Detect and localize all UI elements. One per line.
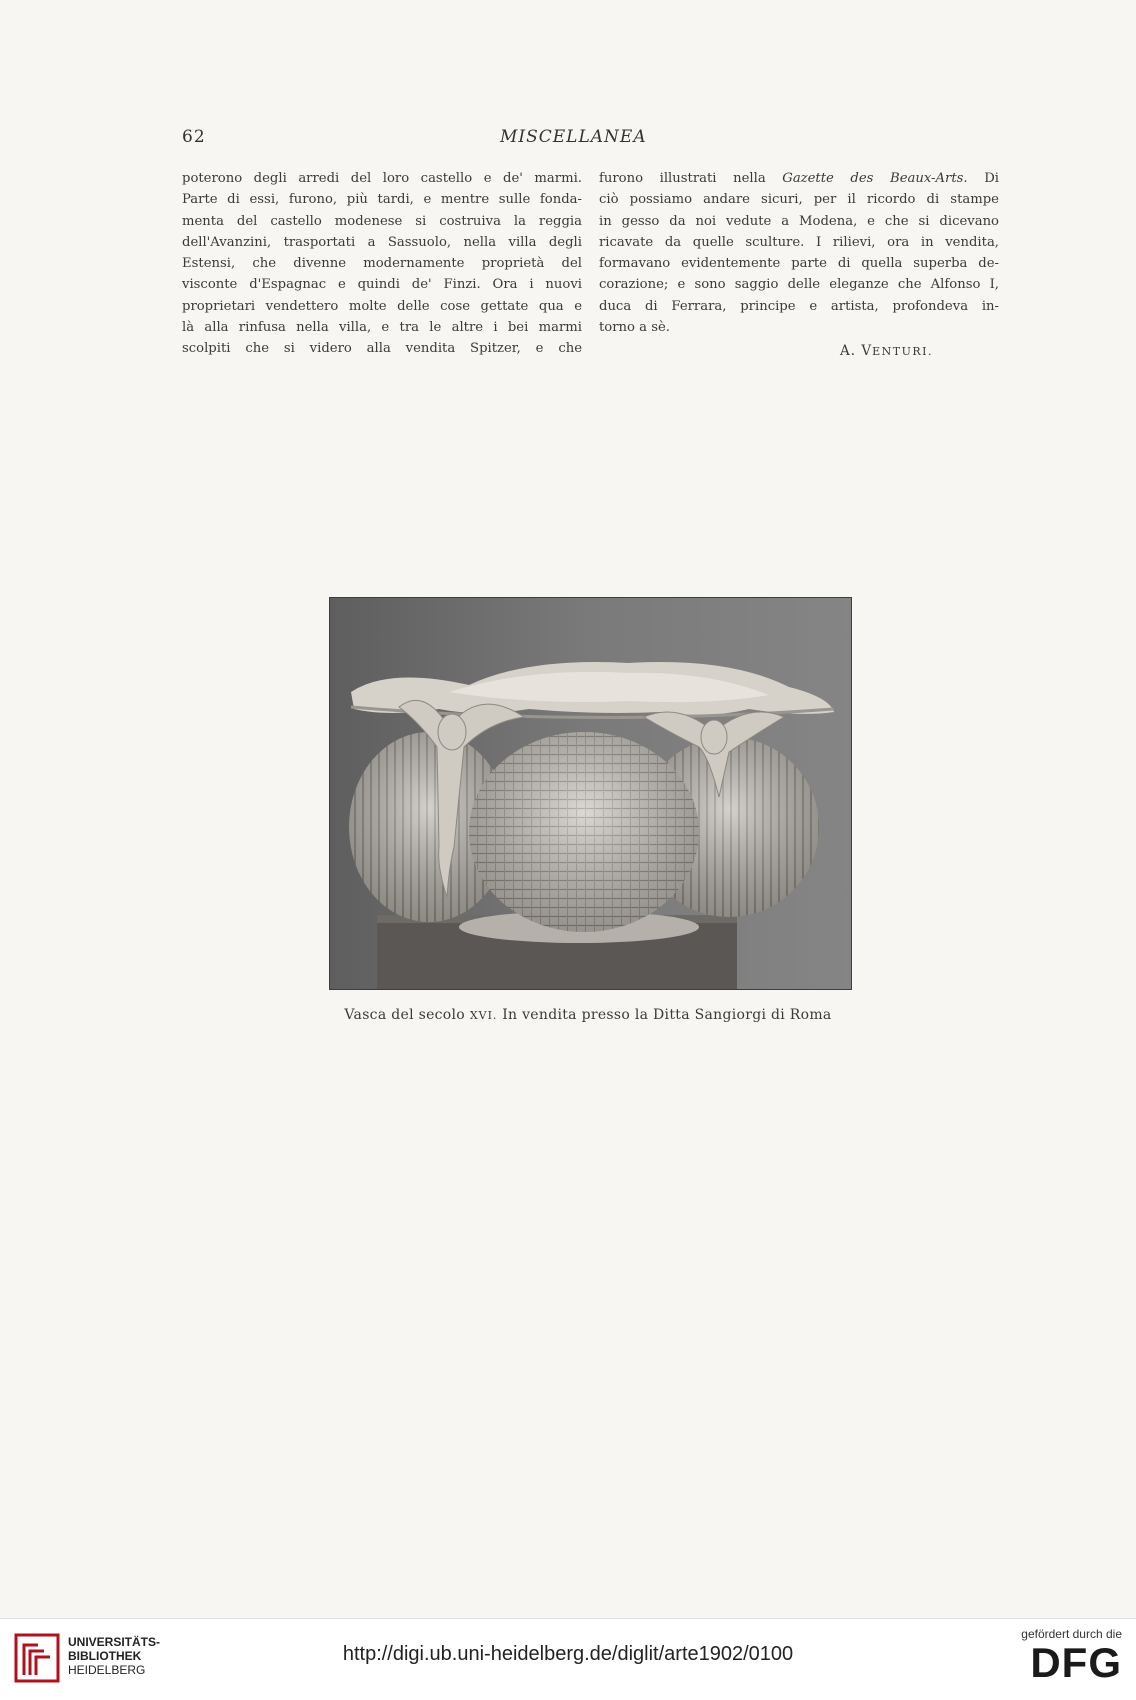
- funding-note: gefördert durch die DFG: [1021, 1627, 1122, 1686]
- basin-photo-illustration: [329, 597, 852, 990]
- footer-bar: [0, 1618, 1136, 1700]
- text-line: ricavate da quelle sculture. I rilievi, ora in vendita,: [599, 234, 999, 250]
- text-line: in gesso da noi vedute a Modena, e che si dicevano: [599, 213, 999, 229]
- text-segment: furono illustrati nella: [599, 171, 766, 186]
- right-text-column: [599, 168, 999, 338]
- text-segment: Di: [984, 171, 999, 186]
- text-line: Parte di essi, furono, più tardi, e mentre sulle fonda-: [182, 192, 582, 208]
- text-line: scolpiti che si videro alla vendita Spitzer, e che: [182, 341, 582, 357]
- text-line: proprietari vendettero molte delle cose gettate qua e: [182, 298, 582, 314]
- text-line: là alla rinfusa nella villa, e tra le altre i bei marmi: [182, 320, 582, 336]
- text-line: formavano evidentemente parte di quella superba de-: [599, 256, 999, 272]
- source-url[interactable]: http://digi.ub.uni-heidelberg.de/diglit/arte1902/0100: [342, 1643, 794, 1665]
- text-line: [599, 168, 999, 189]
- text-line: visconte d'Espagnac e quindi de' Finzi. Ora i nuovi: [182, 277, 582, 293]
- figure-caption: Vasca del secolo XVI. In vendita presso la Ditta Sangiorgi di Roma: [344, 1007, 832, 1023]
- library-name: UNIVERSITÄTS- BIBLIOTHEK HEIDELBERG: [68, 1635, 161, 1677]
- figure-photograph: [329, 597, 852, 990]
- text-line: dell'Avanzini, trasportati a Sassuolo, nella villa degli: [182, 234, 582, 250]
- text-line: ciò possiamo andare sicuri, per il ricordo di stampe: [599, 192, 999, 208]
- page-number: 62: [182, 127, 206, 147]
- text-line: Estensi, che divenne modernamente proprietà del: [182, 256, 582, 272]
- journal-title: Gazette des Beaux-Arts.: [782, 171, 968, 186]
- text-line: duca di Ferrara, principe e artista, profondeva in-: [599, 298, 999, 314]
- running-head: MISCELLANEA: [500, 127, 647, 147]
- text-line: poterono degli arredi del loro castello e de' marmi.: [182, 171, 582, 186]
- text-line: menta del castello modenese si costruiva la reggia: [182, 213, 582, 229]
- text-line: torno a sè.: [599, 320, 670, 336]
- dfg-logo: DFG: [1030, 1639, 1122, 1686]
- left-text-column: [182, 168, 582, 360]
- author-signature: A. VENTURI.: [840, 343, 933, 359]
- text-line: corazione; e sono saggio delle eleganze che Alfonso I,: [599, 277, 999, 293]
